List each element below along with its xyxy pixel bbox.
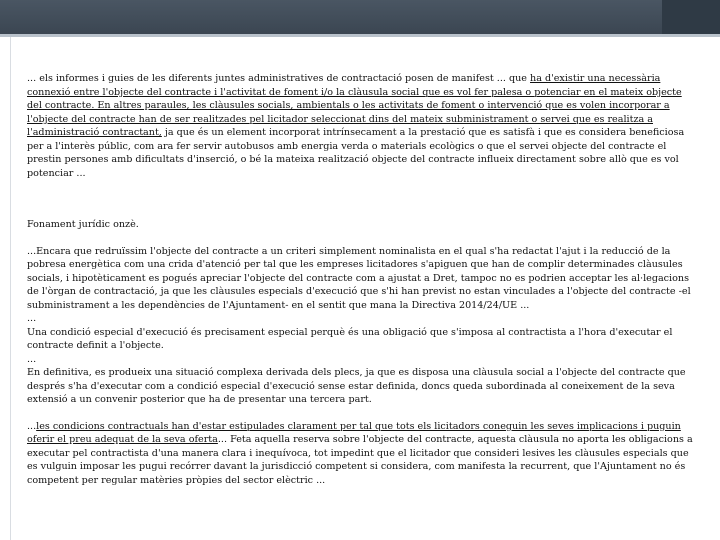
header-accent-block (662, 0, 720, 34)
quote-5-underlined: les condicions contractuals han d'estar estipulades clarament per tal que tots els licitadors coneguin les seves implicacions i puguin oferir el preu adequat de la seva oferta (27, 420, 681, 445)
ellipsis-line-1: ... (27, 313, 37, 324)
slide-header-bar (0, 0, 720, 34)
header-divider-line (0, 34, 720, 37)
quote-paragraph-5 (27, 420, 695, 488)
document-body (27, 72, 695, 487)
quote-paragraph-2: ...Encara que redruïssim l'objecte del contracte a un criteri simplement nominalista en el qual s'ha redactat l'ajut i la reducció de la pobresa energètica com una crida d'atenció per tal que les empreses licitadores s'apiguen que han de complir determinades clàusules socials, i hipotèticament es pogués apreciar l'objecte del contracte com a ajustat a Dret, tampoc no es podrien acceptar les al·legacions de l'òrgan de contractació, ja que les clàusules especials d'execució que s'hi han previst no estan vinculades a l'objecte del contracte -el subministrament a les dependències de l'Ajuntament- en el sentit que mana la Directiva 2014/24/UE ... (27, 245, 691, 311)
quote-paragraph-4: En definitiva, es produeix una situació complexa derivada dels plecs, ja que es disposa una clàusula social a l'objecte del contracte que després s'ha d'executar com a condició especial d'execució sense estar definida, doncs queda subordinada al coneixement de la seva extensió a un convenir posterior que ha de presentar una tercera part. (27, 367, 686, 405)
ellipsis-line-2: ... (27, 353, 37, 365)
quote-paragraph-1 (27, 72, 695, 180)
quote-5-tail: ... Feta aquella reserva sobre l'objecte del contracte, aquesta clàusula no aporta les obligacions a executar pel contractista d'una manera clara i inequívoca, tot impedint que el licitador que consideri lesives les clàusules especials que es vulguin imposar les pugui recórrer davant la jurisdicció competent si considera, com manifesta la recurrent, que l'Ajuntament no és competent per regular matèries pròpies del sector elèctric ... (27, 434, 693, 486)
section-heading: Fonament jurídic onzè. (27, 219, 139, 230)
quote-paragraph-3: Una condició especial d'execució és precisament especial perquè és una obligació que s'imposa al contractista a l'hora d'executar el contracte definit a l'objecte. (27, 326, 673, 351)
left-margin-rule (10, 37, 11, 540)
quote-1-underlined: ha d'existir una necessària connexió entre l'objecte del contracte i l'activitat de foment i/o la clàusula social que es vol fer palesa o potenciar en el mateix objecte del contracte. En altres paraules, les clàusules socials, ambientals o les activitats de foment o intervenció que es volen incorporar a l'objecte del contracte han de ser realitzades pel licitador seleccionat dins del mateix subministrament o servei que es realitza a l'administració contractant, (27, 73, 682, 138)
quote-1-lead: ... els informes i guies de les diferents juntes administratives de contractació posen de manifest ... que (27, 73, 531, 84)
quote-5-lead: ... (27, 420, 37, 432)
quote-1-tail: ja que és un element incorporat intrínsecament a la prestació que es satisfà i que es considera beneficiosa per a l'interès públic, com ara fer servir autobusos amb energia verda o materials ecològics o que el servei objecte del contracte el prestin persones amb dificultats d'inserció, o bé la mateixa realització objecte del contracte influeix directament sobre allò que es vol potenciar ... (27, 127, 685, 179)
